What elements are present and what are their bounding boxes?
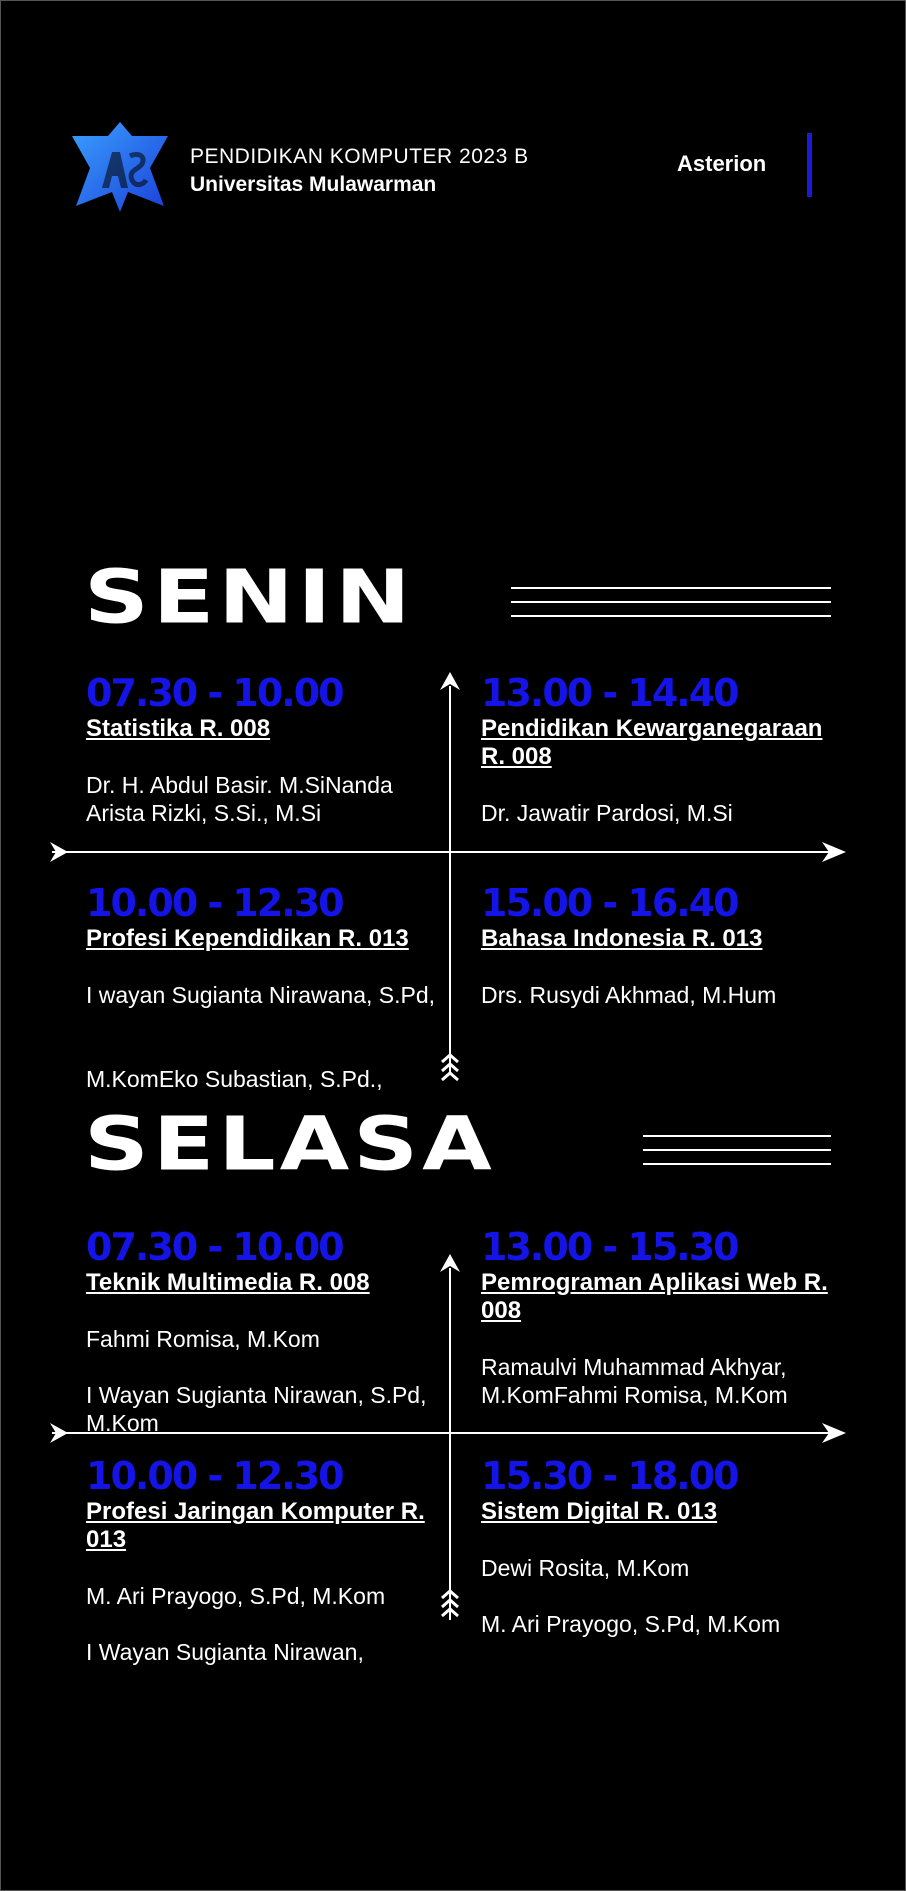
brand-accent-bar <box>807 133 812 197</box>
slot-course: Profesi Jaringan Komputer R. 013 <box>86 1498 425 1553</box>
slot-lecturer: Dr. H. Abdul Basir. M.SiNanda Arista Rizki, S.Si., M.Si <box>86 772 393 826</box>
slot-course: Pendidikan Kewarganegaraan R. 008 <box>481 715 823 770</box>
title-rule <box>643 1149 831 1151</box>
day-title-senin: SENIN <box>84 554 415 641</box>
slot-lecturer: I wayan Sugianta Nirawana, S.Pd, <box>86 982 436 1008</box>
slot-course: Teknik Multimedia R. 008 <box>86 1269 370 1296</box>
org-program-label: PENDIDIKAN KOMPUTER 2023 B <box>190 145 529 168</box>
asterion-logo-icon <box>72 122 168 212</box>
arrow-right-icon <box>822 1423 846 1443</box>
title-rule <box>511 587 831 589</box>
slot-time: 13.00 - 15.30 <box>481 1225 738 1269</box>
slot-lecturer: M. Ari Prayogo, S.Pd, M.Kom <box>481 1611 781 1637</box>
title-rule <box>511 601 831 603</box>
arrow-right-icon <box>822 842 846 862</box>
slot-course: Statistika R. 008 <box>86 715 271 742</box>
brand-name: Asterion <box>677 151 767 176</box>
slot-time: 13.00 - 14.40 <box>481 671 738 715</box>
slot-course: Profesi Kependidikan R. 013 <box>86 925 409 952</box>
slot-lecturer: I Wayan Sugianta Nirawan, <box>86 1639 364 1665</box>
slot-time: 10.00 - 12.30 <box>86 881 343 925</box>
slot-lecturer: Dewi Rosita, M.Kom <box>481 1555 690 1581</box>
vertical-divider <box>449 686 451 1072</box>
slot-time: 07.30 - 10.00 <box>86 1225 343 1269</box>
slot-time: 07.30 - 10.00 <box>86 671 343 715</box>
slot-time: 15.30 - 18.00 <box>481 1454 738 1498</box>
slot-lecturer: Dr. Jawatir Pardosi, M.Si <box>481 800 733 826</box>
title-rule <box>511 615 831 617</box>
slot-lecturer: Drs. Rusydi Akhmad, M.Hum <box>481 982 777 1008</box>
slot-course: Sistem Digital R. 013 <box>481 1498 718 1525</box>
horizontal-divider <box>52 851 834 853</box>
slot-lecturer: I Wayan Sugianta Nirawan, S.Pd, M.Kom <box>86 1382 427 1436</box>
slot-time: 15.00 - 16.40 <box>481 881 738 925</box>
slot-course: Bahasa Indonesia R. 013 <box>481 925 763 952</box>
slot-time: 10.00 - 12.30 <box>86 1454 343 1498</box>
chevron-right-icon <box>50 1423 68 1443</box>
slot-lecturer: M.KomEko Subastian, S.Pd., <box>86 1066 383 1092</box>
arrow-up-icon <box>440 672 460 694</box>
title-rule <box>643 1163 831 1165</box>
slot-lecturer: Fahmi Romisa, M.Kom <box>86 1326 320 1352</box>
day-title-selasa: SELASA <box>84 1101 496 1188</box>
slot-lecturer: Ramaulvi Muhammad Akhyar, M.KomFahmi Romisa, M.Kom <box>481 1354 788 1408</box>
vertical-divider <box>449 1268 451 1620</box>
org-university-label: Universitas Mulawarman <box>190 173 437 196</box>
slot-course: Pemrograman Aplikasi Web R. 008 <box>481 1269 828 1324</box>
title-rule <box>643 1135 831 1137</box>
chevron-right-icon <box>50 842 68 862</box>
slot-lecturer: M. Ari Prayogo, S.Pd, M.Kom <box>86 1583 386 1609</box>
